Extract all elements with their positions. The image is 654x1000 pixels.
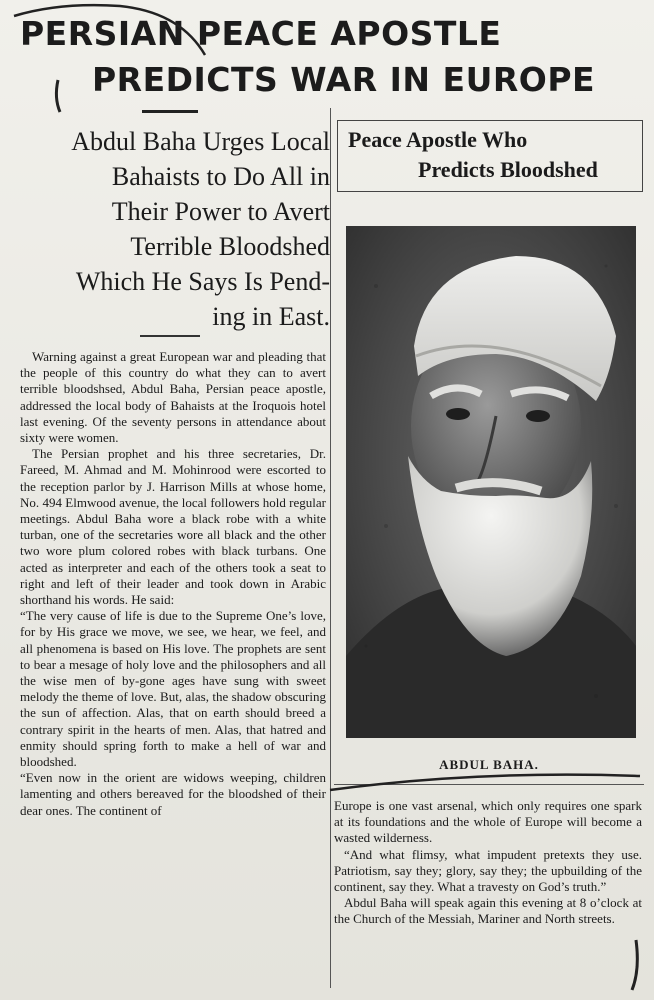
subheadline-line: Which He Says Is Pend-: [75, 267, 330, 296]
headline-rule: [142, 110, 198, 113]
photo-headline-box: [337, 120, 643, 192]
column-divider: [330, 108, 331, 988]
headline-line-2: PREDICTS WAR IN EUROPE: [92, 60, 596, 99]
article-paragraph: “And what flimsy, what impudent pretexts they use. Patriotism, say they; glory, say they; the upbuilding of the continent, say they. What a travesty on God’s truth.”: [334, 846, 642, 895]
article-paragraph: “Even now in the orient are widows weeping, children lamenting and others bereaved for the bloodshed of their dear ones. The continent of: [20, 770, 326, 818]
portrait-illustration: [346, 226, 636, 738]
subheadline-line: ing in East.: [212, 302, 330, 331]
subheadline-rule: [140, 335, 200, 337]
article-body-left: [20, 349, 326, 819]
article-paragraph: Europe is one vast arsenal, which only requires one spark at its foundations and the whole of Europe will become a wasted wilderness.: [334, 798, 642, 846]
headline-line-1: PERSIAN PEACE APOSTLE: [20, 14, 502, 53]
subheadline-line: Abdul Baha Urges Local: [71, 127, 330, 156]
portrait-photo: [346, 226, 636, 738]
article-paragraph: Abdul Baha will speak again this evening at 8 o’clock at the Church of the Messiah, Mariner and North streets.: [334, 895, 642, 927]
photo-rule: [334, 784, 644, 785]
photo-caption: ABDUL BAHA.: [439, 757, 539, 772]
article-paragraph: “The very cause of life is due to the Supreme One’s love, for by His grace we move, we see, we hear, we feel, and all phenomena is based on His love. The prophets are sent to bear a mesage of holy love and the philosophers and all the wise men of by-gone ages have sung with sweet melody the theme of love. But, alas, the shadow obscuring the sun of affection. Alas, that on earth should breed a contrary spirit in the hearts of men. Alas, that hatred and enmity should spring forth to make a hell of war and bloodshed.: [20, 608, 326, 770]
subheadline-line: Their Power to Avert: [111, 197, 330, 226]
photo-headline-line-1: Peace Apostle Who: [348, 127, 528, 152]
article-paragraph: The Persian prophet and his three secretaries, Dr. Fareed, M. Ahmad and M. Mohinrood were escorted to the reception parlor by J. Harrison Mills at whose home, No. 494 Elmwood avenue, the local followers hold regular meetings. Abdul Baha wore a black robe with a white turban, one of the secretaries wore all black and the other two wore plum colored robes with black turbans. One acted as interpreter and each of the others took a seat to right and left of their leader and took down in Arabic shorthand his words. He said:: [20, 446, 326, 608]
subheadline-line: Bahaists to Do All in: [111, 162, 330, 191]
subheadline: [14, 124, 330, 334]
subheadline-line: Terrible Bloodshed: [130, 232, 330, 261]
photo-headline-line-2: Predicts Bloodshed: [418, 157, 598, 182]
article-body-right: [334, 798, 642, 928]
article-paragraph: Warning against a great European war and pleading that the people of this country do what they can to avert terrible bloodshsed, Abdul Baha, Persian peace apostle, addressed the local body of Bahaists at the Iroquois hotel last evening. Of the seventy persons in attendance about sixty were women.: [20, 349, 326, 446]
